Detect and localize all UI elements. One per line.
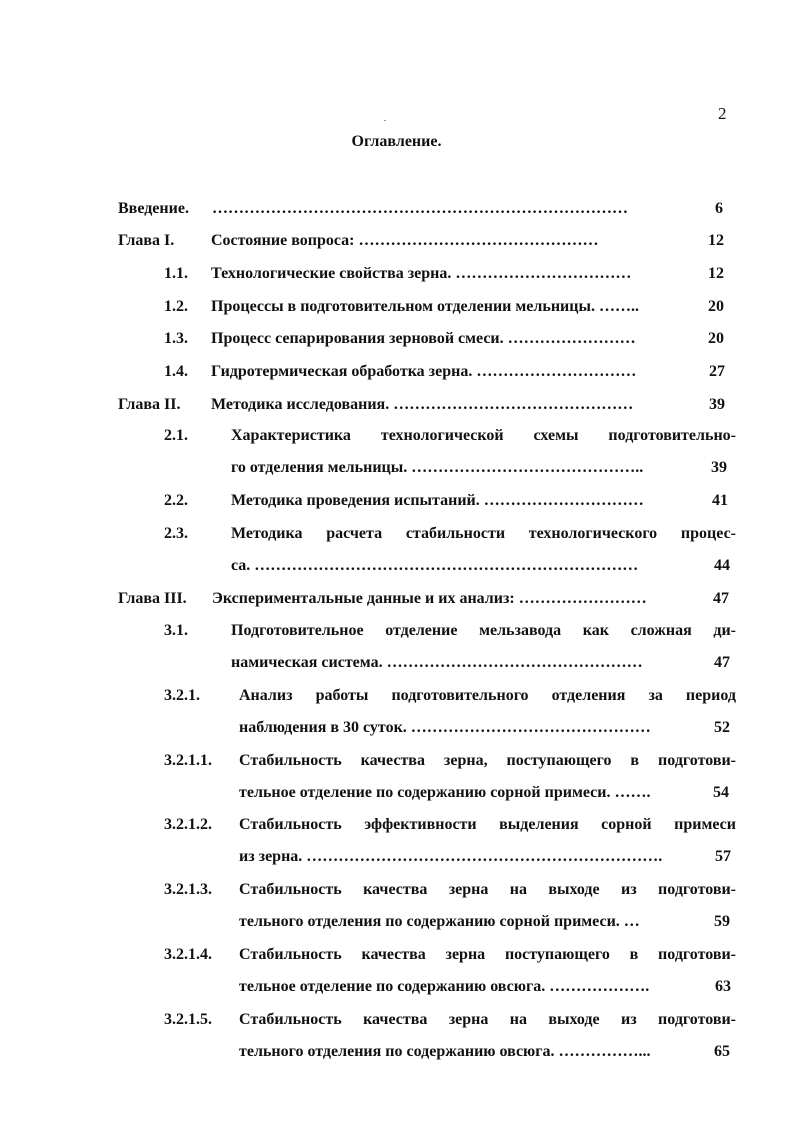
toc-title-line-2: тельного отделения по содержанию сорной примеси. …	[239, 913, 640, 930]
toc-title-text: Процесс сепарирования зерновой смеси. ……………………	[211, 330, 636, 347]
toc-title: Оглавление.	[351, 133, 442, 150]
toc-title-line-1: Анализ работы подготовительного отделения за период	[239, 687, 736, 704]
toc-page: 12	[708, 265, 724, 282]
toc-page: 20	[708, 298, 724, 315]
toc-page: 59	[714, 913, 730, 930]
toc-title-line-2: намическая система. …………………………………………	[231, 654, 643, 671]
toc-label: Глава I.	[118, 232, 175, 249]
toc-title-line-1: Стабильность качества зерна поступающего в подготови-	[239, 946, 736, 963]
toc-label: 1.2.	[164, 298, 188, 315]
toc-page: 47	[714, 654, 730, 671]
toc-page: 54	[713, 784, 729, 801]
toc-title-text: Методика исследования. ………………………………………	[211, 396, 634, 413]
toc-label: 1.1.	[164, 265, 188, 282]
page-number: 2	[718, 104, 727, 123]
toc-title-line-1: Стабильность качества зерна на выходе из подготови-	[239, 881, 736, 898]
toc-title-line-1: Стабильность эффективности выделения сорной примеси	[239, 816, 736, 833]
toc-title-line-2: из зерна. ………………………………………………………….	[239, 848, 663, 865]
toc-page: 44	[714, 557, 730, 574]
toc-label: 3.2.1.4.	[164, 946, 212, 963]
toc-page: 6	[715, 200, 723, 217]
toc-title-text: Методика проведения испытаний. …………………………	[231, 492, 644, 509]
toc-title-text: Технологические свойства зерна. ……………………………	[211, 265, 632, 282]
toc-label: 3.2.1.5.	[164, 1011, 212, 1028]
toc-label: Введение.	[118, 200, 189, 217]
toc-page: 41	[712, 492, 728, 509]
toc-label: 2.1.	[164, 427, 188, 444]
toc-leader: ……………………………………………………………………	[212, 200, 628, 217]
toc-title-line-1: Методика расчета стабильности технологического процес-	[231, 525, 736, 542]
toc-title-line-1: Характеристика технологической схемы подготовительно-	[231, 427, 736, 444]
toc-label: 1.4.	[164, 363, 188, 380]
toc-label: Глава III.	[118, 590, 187, 607]
toc-title-line-2: тельное отделение по содержанию сорной примеси. …….	[239, 784, 651, 801]
toc-label: 2.3.	[164, 525, 188, 542]
toc-title-line-1: Подготовительное отделение мельзавода как сложная ди-	[231, 622, 736, 639]
toc-title-line-2: са. ………………………………………………………………	[231, 557, 639, 574]
toc-title-line-2: тельное отделение по содержанию овсюга. ……………….	[239, 978, 650, 995]
scan-speck	[384, 120, 386, 121]
toc-title-line-2: го отделения мельницы. ……………………………………..	[231, 459, 644, 476]
toc-title-text: Состояние вопроса: ………………………………………	[211, 232, 599, 249]
toc-page: 39	[709, 396, 725, 413]
toc-label: 3.2.1.3.	[164, 881, 212, 898]
toc-page: 20	[708, 330, 724, 347]
toc-label: 1.3.	[164, 330, 188, 347]
toc-page: 47	[713, 590, 729, 607]
toc-page: 63	[715, 978, 731, 995]
toc-page: 52	[714, 719, 730, 736]
toc-title-text: Гидротермическая обработка зерна. …………………………	[211, 363, 637, 380]
toc-title-text: Экспериментальные данные и их анализ: ……………………	[212, 590, 647, 607]
toc-title-line-2: наблюдения в 30 суток. ………………………………………	[239, 719, 651, 736]
toc-label: 3.2.1.2.	[164, 816, 212, 833]
toc-label: 2.2.	[164, 492, 188, 509]
toc-title-line-2: тельного отделения по содержанию овсюга. ……………...	[239, 1043, 651, 1060]
toc-page: 65	[714, 1043, 730, 1060]
toc-label: 3.2.1.1.	[164, 752, 212, 769]
toc-page: 27	[709, 363, 725, 380]
toc-label: 3.2.1.	[164, 687, 200, 704]
toc-title-line-1: Стабильность качества зерна, поступающего в подготови-	[239, 752, 736, 769]
toc-page: 57	[715, 848, 731, 865]
toc-label: Глава II.	[118, 396, 181, 413]
toc-page: 39	[711, 459, 727, 476]
toc-title-text: Процессы в подготовительном отделении мельницы. ……..	[211, 298, 639, 315]
toc-page: 12	[708, 232, 724, 249]
toc-label: 3.1.	[164, 622, 188, 639]
toc-title-line-1: Стабильность качества зерна на выходе из подготови-	[239, 1011, 736, 1028]
